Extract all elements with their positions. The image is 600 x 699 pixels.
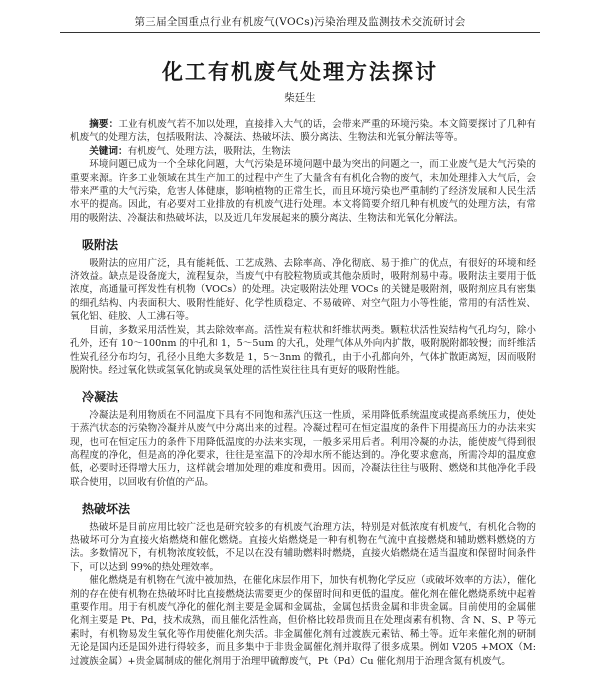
section-heading-condensation: 冷凝法 [82, 390, 119, 405]
thermal-paragraph-1: 热破坏是目前应用比较广泛也是研究较多的有机废气治理方法，特别是对低浓度有机废气，有机化合物的热破坏可分为直接火焰燃烧和催化燃烧。直接火焰燃烧是一种有机物在气流中直接燃烧和辅助燃料燃烧的方法。多数情况下，有机物浓度较低，不足以在没有辅助燃料时燃烧，直接火焰燃烧在适当温度和保留时间条件下，可以达到 99%的热处理效率。 [70, 521, 536, 573]
intro-paragraph: 环境问题已成为一个全球化问题，大气污染是环境问题中最为突出的问题之一，而工业废气是大气污染的重要来源。许多工业领域在其生产加工的过程中产生了大量含有有机化合物的废气，未加处理排入大气后，会带来严重的大气污染，危害人体健康，影响植物的正常生长，而且环境污染也严重制约了经济发展和人民生活水平的提高。因此，有必要对工业排放的有机废气进行处理。本文将简要介绍几种有机废气的处理方法，有常用的吸附法、冷凝法和热破坏法，以及近几年发展起来的膜分离法、生物法和光氧化分解法。 [70, 159, 536, 224]
abstract-label: 摘要： [89, 119, 119, 130]
paper-title: 化工有机废气处理方法探讨 [162, 59, 438, 84]
abstract [70, 118, 536, 145]
thermal-paragraph-2: 催化燃烧是有机物在气流中被加热，在催化床层作用下，加快有机物化学反应（或破坏效率的方法），催化剂的存在使有机物在热破坏时比直接燃烧法需要更少的保留时间和更低的温度。催化剂在催化燃烧系统中起着重要作用。用于有机废气净化的催化剂主要是金属和金属盐，金属包括贵金属和非贵金属。目前使用的金属催化剂主要是 Pt、Pd，技术成熟，而且催化活性高，但价格比较昂贵而且在处理卤素有机物、含 N、S、P 等元素时，有机物易发生氧化等作用使催化剂失活。非金属催化剂有过渡族元素钴、稀土等。近年来催化剂的研制无论是国内还是国外进行得较多，而且多集中于非贵金属催化剂并取得了很多成果。例如 V205 +MOX（M:过渡族金属）+贵金属制成的催化剂用于治理甲硫醇废气，Pt（Pd）Cu 催化剂用于治理含氮有机废气。 [70, 575, 537, 667]
adsorption-paragraph-2: 目前，多数采用活性炭，其去除效率高。活性炭有粒状和纤维状两类。颗粒状活性炭结构气孔均匀，除小孔外，还有 10～100nm 的中孔和 1，5～5um 的大孔，处理气体从外向内扩散，吸附脱附都较慢；而纤维活性炭孔径分布均匀，孔径小且绝大多数是 1，5～3nm 的微孔，由于小孔都向外，气体扩散距离短，因而吸附脱附快。经过氧化铁或氢氧化钠或臭氧处理的活性炭往往具有更好的吸附性能。 [70, 324, 536, 376]
keywords-label: 关键词： [89, 145, 128, 157]
author-name: 柴廷生 [284, 92, 316, 104]
section-heading-thermal-destruction: 热破坏法 [82, 502, 131, 517]
keywords-text: 有机废气、处理方法，吸附法，生物法 [127, 145, 291, 157]
section-heading-adsorption: 吸附法 [82, 238, 119, 253]
running-head: 第三届全国重点行业有机废气(VOCs)污染治理及监测技术交流研讨会 [60, 14, 540, 33]
body-text [70, 118, 536, 668]
condensation-paragraph-1: 冷凝法是利用物质在不同温度下具有不同饱和蒸汽压这一性质，采用降低系统温度或提高系统压力，使处于蒸汽状态的污染物冷凝并从废气中分离出来的过程。冷凝过程可在恒定温度的条件下用提高压力的办法来实现，也可在恒定压力的条件下用降低温度的办法来实现，一般多采用后者。利用冷凝的办法，能使废气得到很高程度的净化，但是高的净化要求，往往是室温下的冷却水所不能达到的。净化要求愈高，所需冷却的温度愈低，必要时还得增大压力，这样就会增加处理的难度和费用。因而，冷凝法往往与吸附、燃烧和其他净化手段联合使用，以回收有价值的产品。 [70, 409, 536, 488]
abstract-text: 工业有机废气若不加以处理，直接排入大气的话，会带来严重的环境污染。本文简要探讨了几种有机废气的处理方法，包括吸附法、冷凝法、热破坏法、膜分离法、生物法和光氧分解法等等。 [70, 119, 537, 144]
adsorption-paragraph-1: 吸附法的应用广泛，具有能耗低、工艺成熟、去除率高、净化彻底、易于推广的优点，有很好的环境和经济效益。缺点是设备庞大，流程复杂，当废气中有胶粒物质或其他杂质时，吸附剂易中毒。吸附法主要用于低浓度，高通量可挥发性有机物（VOCs）的处理。决定吸附法处理 VOCs 的关键是吸附剂，吸附剂应具有密集的细孔结构、内表面积大、吸附性能好、化学性质稳定、不易破碎、对空气阻力小等性能，常用的有活性炭、氧化铝、硅胶、人工沸石等。 [70, 257, 536, 323]
keywords [70, 145, 536, 158]
